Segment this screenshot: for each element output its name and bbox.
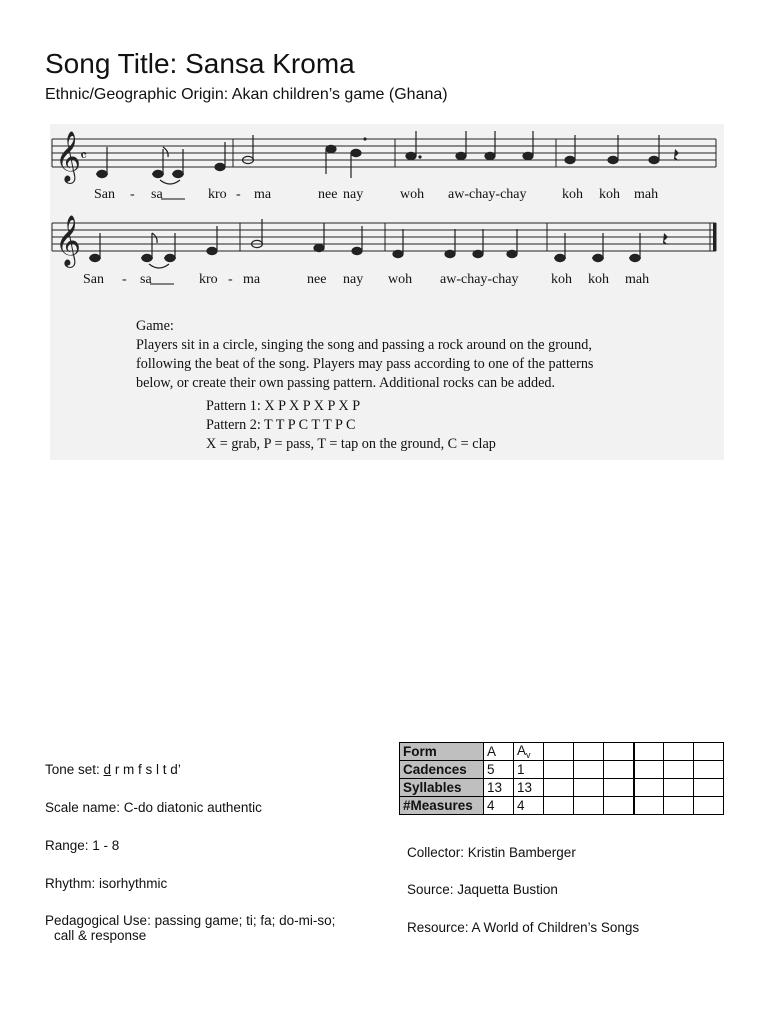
cell-subscript: v — [526, 750, 531, 760]
row-label: Syllables — [400, 779, 484, 797]
form-table — [399, 742, 724, 815]
cell: 13 — [514, 779, 544, 797]
cell: 4 — [514, 797, 544, 815]
cell-text: A — [517, 743, 527, 758]
song-title: Song Title: Sansa Kroma — [45, 48, 355, 79]
passing-patterns — [206, 397, 496, 454]
tone-set-rest: r m f s l t d’ — [111, 762, 181, 777]
lyric-syllable: koh — [562, 187, 583, 202]
collector: Collector: Kristin Bamberger — [407, 845, 576, 860]
pedagogical-line-2: call & response — [54, 928, 147, 943]
range: Range: 1 - 8 — [45, 838, 120, 853]
lyric-syllable: kro — [208, 187, 227, 202]
table-row — [400, 779, 724, 797]
table-row — [400, 743, 724, 761]
lyric-syllable: kro — [199, 272, 218, 287]
lyric-syllable: koh — [551, 272, 572, 287]
origin-line: Ethnic/Geographic Origin: Akan children’s game (Ghana) — [45, 86, 448, 103]
game-line: below, or create their own passing pattern. Additional rocks can be added. — [136, 375, 556, 391]
lyric-syllable: San — [83, 272, 104, 287]
rhythm: Rhythm: isorhythmic — [45, 876, 168, 891]
cell: A — [484, 743, 514, 761]
resource: Resource: A World of Children’s Songs — [407, 920, 640, 935]
cell: 5 — [484, 761, 514, 779]
cell: 13 — [484, 779, 514, 797]
lyric-syllable: mah — [634, 187, 659, 202]
lyric-syllable: San — [94, 187, 115, 202]
pattern-legend: X = grab, P = pass, T = tap on the ground, C = clap — [206, 436, 496, 452]
lyric-syllable: koh — [599, 187, 620, 202]
svg-text:𝄞: 𝄞 — [55, 215, 82, 266]
lyric-syllable: ma — [243, 272, 261, 287]
lyric-syllable: sa — [151, 187, 163, 202]
tone-set-label: Tone set: — [45, 762, 104, 777]
scale-name: Scale name: C-do diatonic authentic — [45, 800, 262, 815]
cell — [514, 743, 544, 761]
lyric-syllable: mah — [625, 272, 650, 287]
lyric-syllable: aw-chay-chay — [448, 187, 527, 202]
game-label: Game: — [136, 318, 174, 334]
tone-set — [45, 762, 181, 777]
table-row — [400, 797, 724, 815]
table-row — [400, 761, 724, 779]
lyric-syllable: - — [236, 187, 241, 202]
lyric-syllable: aw-chay-chay — [440, 272, 519, 287]
pattern-1: Pattern 1: X P X P X P X P — [206, 398, 361, 414]
cell: 1 — [514, 761, 544, 779]
lyric-syllable: sa — [140, 272, 152, 287]
pattern-2: Pattern 2: T T P C T T P C — [206, 417, 356, 433]
row-label: #Measures — [400, 797, 484, 815]
row-label: Form — [400, 743, 484, 761]
svg-text:𝄴: 𝄴 — [80, 146, 88, 165]
pedagogical-line-1: Pedagogical Use: passing game; ti; fa; do-mi-so; — [45, 913, 336, 928]
lyric-syllable: nee — [307, 272, 327, 287]
lyric-syllable: - — [228, 272, 233, 287]
lyric-syllable: nay — [343, 272, 364, 287]
game-instructions — [136, 317, 716, 393]
game-line: Players sit in a circle, singing the song and passing a rock around on the ground, — [136, 337, 592, 353]
svg-text:𝄞: 𝄞 — [55, 131, 82, 182]
lyric-syllable: nay — [343, 187, 364, 202]
row-label: Cadences — [400, 761, 484, 779]
source: Source: Jaquetta Bustion — [407, 882, 558, 897]
lyric-syllable: - — [122, 272, 127, 287]
lyric-syllable: woh — [400, 187, 425, 202]
lyric-syllable: woh — [388, 272, 413, 287]
lyric-syllable: - — [130, 187, 135, 202]
lyric-syllable: koh — [588, 272, 609, 287]
lyric-syllable: nee — [318, 187, 338, 202]
pedagogical-use — [45, 913, 335, 943]
music-score-image — [50, 124, 724, 460]
tone-set-do: d — [103, 762, 112, 777]
cell: 4 — [484, 797, 514, 815]
lyric-syllable: ma — [254, 187, 272, 202]
game-line: following the beat of the song. Players may pass according to one of the patterns — [136, 356, 594, 372]
